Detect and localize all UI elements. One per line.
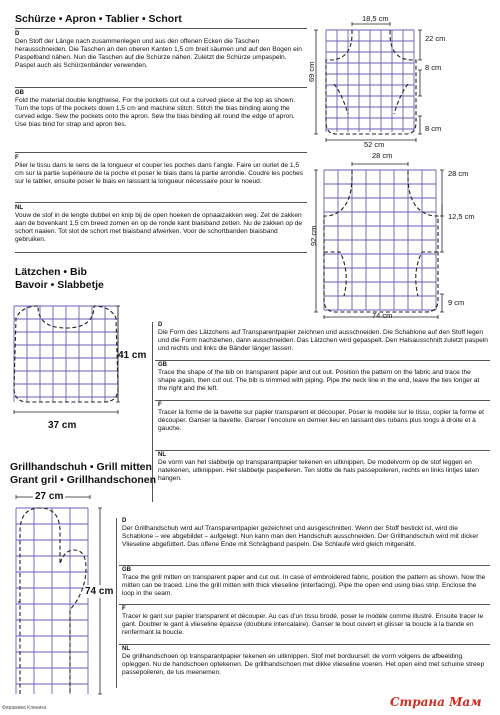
- apron-large-diagram: [322, 160, 465, 320]
- mitt-lang-f: F: [122, 606, 126, 612]
- apron-title: Schürze • Apron • Tablier • Schort: [15, 13, 182, 25]
- mitt-lang-nl: NL: [122, 646, 130, 652]
- mitt-diagram: [14, 506, 94, 696]
- apron-small-left-dim: 69 cm: [307, 61, 316, 82]
- bib-height-dim: 41 cm: [118, 350, 147, 361]
- mitt-width-dim: 27 cm: [35, 491, 64, 502]
- apron-lang-nl: NL: [15, 205, 23, 211]
- apron-text-f: Plier le tissu dans le sens de la longueur et couper les poches dans l’angle. Faire un ourlet de 1,5 cm sur la partie supérieure de la poche et poser le biais dans la partie arrondie. Coudre les poches sur le tablier, ensuite poser le biais en laissant la longueur nécessaire pour le noeud.: [15, 162, 304, 185]
- apron-small-grid: [326, 30, 414, 132]
- apron-small-bottom-dim: 52 cm: [364, 140, 385, 149]
- bib-width-dim: 37 cm: [48, 420, 77, 431]
- apron-small-top-dim: 18,5 cm: [362, 14, 389, 23]
- bib-text-nl: De vorm van het slabbetje op transparantpapier tekenen en uitknippen. De modelvorm op de stof leggen en natekenen, uitknippen. Het slabbetje paspelleren. Ten slotte de hals passepoileren, rechts en links lintjes laten hangen.: [158, 459, 479, 482]
- mitt-height-dim: 74 cm: [85, 586, 114, 597]
- apron-large-right-bottom-dim: 9 cm: [448, 298, 465, 307]
- footer-credit: Фирамива Клиника: [2, 705, 47, 711]
- apron-lang-gb: GB: [15, 90, 24, 96]
- bib-title-2: Bavoir • Slabbetje: [15, 279, 104, 291]
- bib-lang-d: D: [158, 322, 163, 328]
- mitt-text-gb: Trace the grill mitten on transparent paper and cut out. In case of embroidered fabric, position the pattern as shown. Now the mitten can be traced. Line the grill mitten with thick vlieseline (interfacing). Pipe the open end using bias strip. Enclose the loop in the seam.: [122, 574, 486, 597]
- apron-lang-d: D: [15, 31, 20, 37]
- apron-text-gb: Fold the material double lengthwise. For the pockets cut out a curved piece at the top as shown. Turn the tops of the pockets down 1,5 cm and machine stitch. Stitch the bias binding along the curved edge. Sew the pockets onto the apron. Sew the bias binding all round the edge of apron. Use bias bind for strap and apron ties.: [15, 97, 296, 128]
- apron-small-right-bottom-dim: 8 cm: [425, 124, 442, 133]
- bib-text-gb: Trace the shape of the bib on transparent paper and cut out. Position the pattern on the fabric and trace the shape again, then cut out. The bib is trimmed with piping. Pipe the neck line in the end, leave the ties longer at the right and the left.: [158, 369, 480, 392]
- apron-text-d: Den Stoff der Länge nach zusammenlegen und aus den offenen Ecken die Taschen herausschneiden. Die Taschen an den oberen Kanten 1,5 cm breit säumen und auf den Bogen ein Paspelband nähen. Nun die Taschen auf die Schürze nähen. Zuletzt die Schürze umpaspeln. Paspel auch als Schürzenbänder verwenden.: [15, 38, 302, 69]
- apron-text-nl: Vouw de stof in de lengte dubbel en knip bij de open hoeken de opnaaizakken weg. Zet de zakken aan de bovenkant 1,5 cm breed zomen en op de ronde kant biaisband zetten. Nu de zakken op de schort naaien. Tot slot de schort met biaisband afwerken. Voor de schortbanden biaisband gebruiken.: [15, 212, 303, 243]
- bib-lang-gb: GB: [158, 362, 167, 368]
- apron-large-right-top-dim: 28 cm: [448, 169, 469, 178]
- apron-lang-f: F: [15, 155, 19, 161]
- mitt-lang-gb: GB: [122, 567, 131, 573]
- apron-small-right-top-dim: 22 cm: [425, 34, 446, 43]
- bib-text-d: Die Form des Lätzchens auf Transparentpapier zeichnen und ausschneiden. Die Schablone auf den Stoff legen und die Form nachziehen, dann ausschneiden. Das Lätzchen wird gepaspelt. Den Halsausschnitt zuletzt paspeln und rechts und links die Bänder länger lassen.: [158, 329, 488, 352]
- mitt-text-f: Tracer le gant sur papier transparent et découper. Au cas d’un tissu brodé, poser le modèle comme illustré. Ensuite tracer le gant. Doubler le gant à vlieseline épaisse (doublure intercalaire). Ganser le bout ouvert et glisser la boucle à la bande en renfermant la boucle.: [122, 613, 484, 636]
- mitt-lang-d: D: [122, 518, 127, 524]
- bib-lang-nl: NL: [158, 452, 166, 458]
- bib-title-1: Lätzchen • Bib: [15, 266, 87, 278]
- apron-large-bottom-dim: 74 cm: [372, 311, 393, 320]
- bib-text-f: Tracer la forme de la bavette sur papier transparent et découper. Poser le modèle sur le tissu, copier la forme et découper. Ganser la bavette. Ganser l’encolure en dernier lieu en laissant des rubans plus longs à droite et à gauche.: [158, 409, 484, 432]
- apron-large-grid: [324, 170, 436, 310]
- apron-large-top-dim: 28 cm: [372, 151, 393, 160]
- apron-large-left-dim: 92 cm: [309, 225, 318, 246]
- mitt-title-2: Grant gril • Grillhandschonen: [10, 474, 157, 486]
- bib-grid: [14, 306, 118, 402]
- watermark-logo: Страна Мам: [390, 695, 482, 709]
- mitt-text-d: Der Grillhandschuh wird auf Transparentpapier gezeichnet und ausgeschnitten. Wenn der Stoff bestickt ist, wird die Schablone – wie abgebildet – aufgelegt. Nun kann man den Handschuh ausschneiden. Der Grillhandschuh wird mit dicker Vlieseline abgefüttert. Das offene Ende mit Schrägband paspeln. Die Schlaufe wird gleich mitgenäht.: [122, 525, 479, 548]
- mitt-title-1: Grillhandschuh • Grill mitten: [10, 461, 152, 473]
- mitt-text-nl: De grillhandschoen op transparantpapier tekenen en uitknippen. Stof met borduursel: de vorm volgens de afbeelding opleggen. Nu de handschoen optekenen. De grillhandschoen met dikke vlieseline voeren. Het open eind met schuine streep passepoileren, de lus meenemen.: [122, 653, 485, 676]
- apron-large-right-mid-dim: 12,5 cm: [448, 212, 475, 221]
- apron-small-right-mid-dim: 8 cm: [425, 63, 442, 72]
- bib-lang-f: F: [158, 402, 162, 408]
